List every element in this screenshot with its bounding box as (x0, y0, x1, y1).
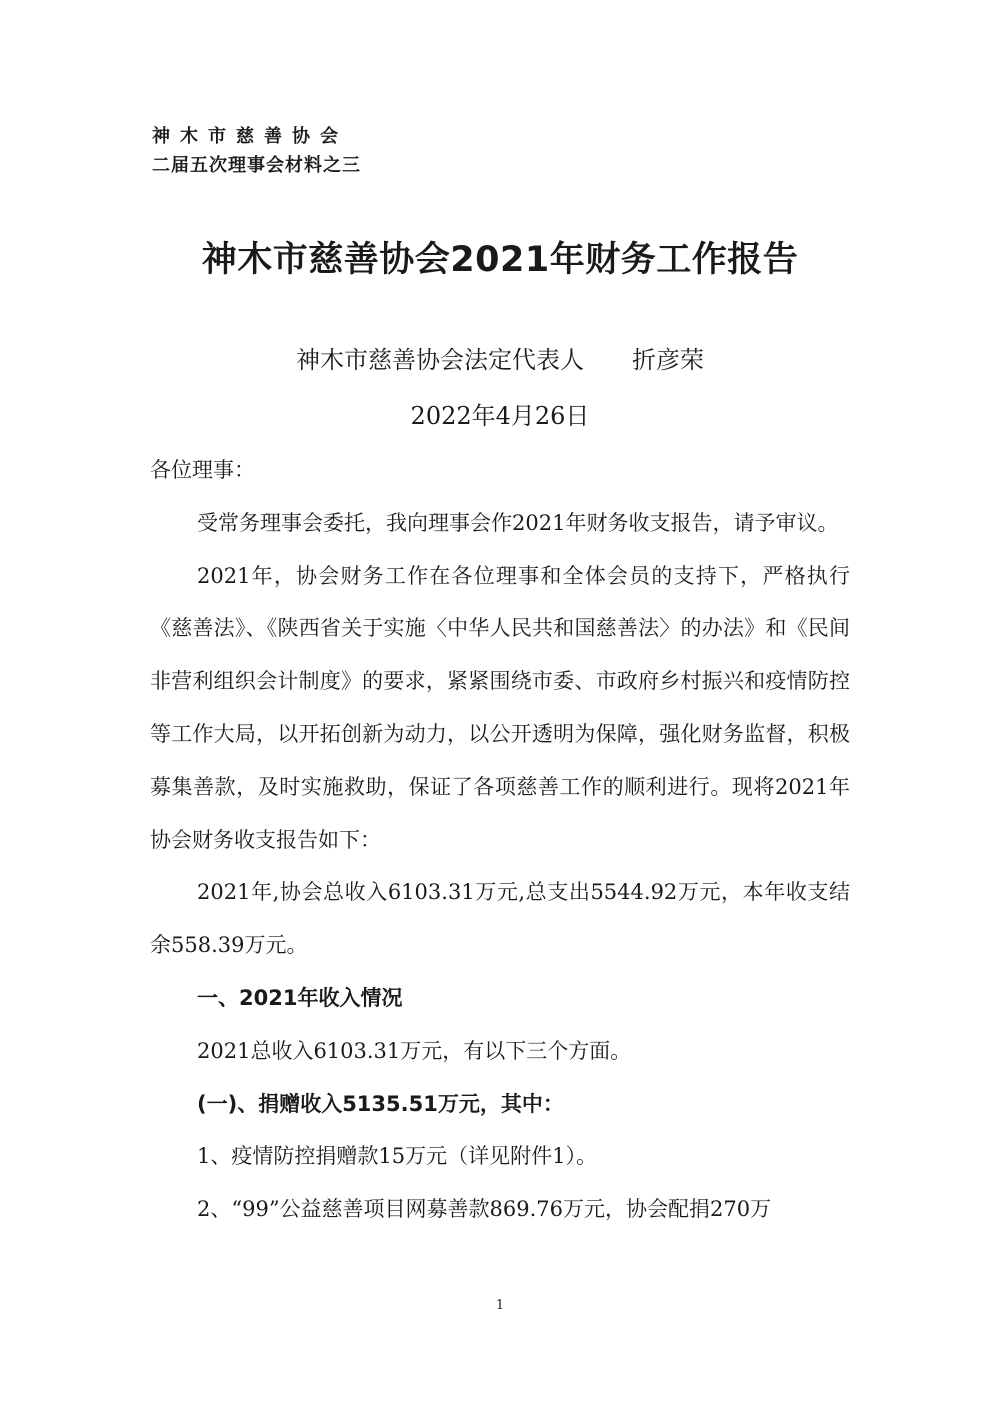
paragraph-overview: 2021年，协会财务工作在各位理事和全体会员的支持下，严格执行《慈善法》、《陕西省关于实施〈中华人民共和国慈善法〉的办法》和《民间非营利组织会计制度》的要求，紧紧围绕市委、市政府乡村振兴和疫情防控等工作大局，以开拓创新为动力，以公开透明为保障，强化财务监督，积极募集善款，及时实施救助，保证了各项慈善工作的顺利进行。现将2021年协会财务收支报告如下： (150, 563, 850, 852)
document-date: 2022年4月26日 (410, 402, 590, 430)
header-org-name: 神木市慈善协会 (152, 126, 348, 147)
salutation: 各位理事： (150, 458, 255, 482)
paragraph-summary: 2021年,协会总收入6103.31万元,总支出5544.92万元，本年收支结余558.39万元。 (150, 880, 850, 958)
header-document-series: 二届五次理事会材料之三 (152, 155, 361, 176)
section-intro-income: 2021总收入6103.31万元，有以下三个方面。 (197, 1038, 632, 1063)
paragraph-intro: 受常务理事会委托，我向理事会作2021年财务收支报告，请予审议。 (197, 510, 839, 535)
list-item: 2、“99”公益慈善项目网募善款869.76万元，协会配捐270万 (197, 1197, 772, 1222)
subsection-heading-donations: (一)、捐赠收入5135.51万元，其中： (197, 1091, 564, 1116)
report-body (150, 444, 850, 1236)
page-number: 1 (495, 1298, 505, 1313)
list-item: 1、疫情防控捐赠款15万元（详见附件1）。 (197, 1144, 597, 1169)
section-heading-income: 一、2021年收入情况 (197, 985, 403, 1010)
document-title: 神木市慈善协会2021年财务工作报告 (201, 240, 799, 280)
author-line: 神木市慈善协会法定代表人 折彦荣 (296, 346, 704, 374)
